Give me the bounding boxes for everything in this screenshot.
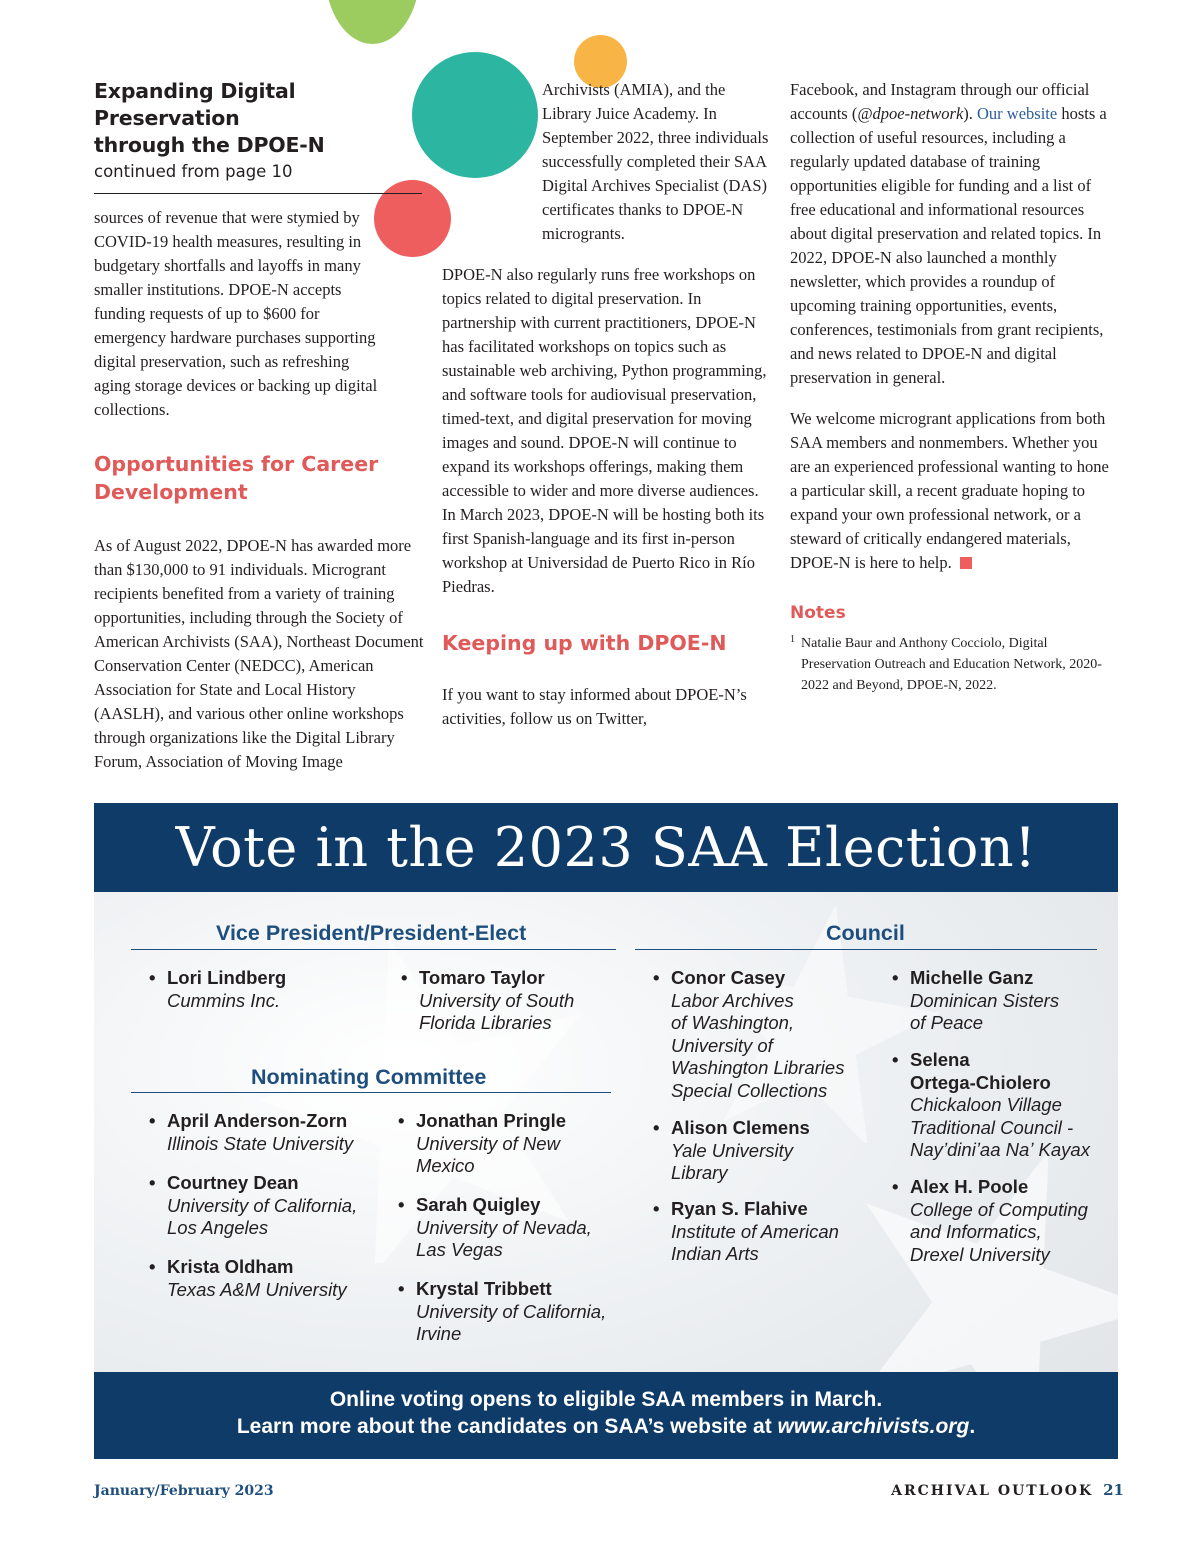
candidate-council-1 [671, 967, 876, 1102]
publication-name: ARCHIVAL OUTLOOK [891, 1483, 1094, 1499]
candidate-name: • Sarah Quigley [416, 1194, 641, 1217]
candidate-affiliation: University of South Florida Libraries [419, 989, 575, 1033]
candidate-vp-2 [419, 967, 639, 1035]
paragraph-stay-informed: If you want to stay informed about DPOE-N’s activities, follow us on Twitter, [442, 685, 747, 728]
subhead-career-development: Opportunities for Career Development [94, 452, 379, 504]
continued-from-note: continued from page 10 [94, 159, 422, 194]
candidate-nom-6 [416, 1278, 641, 1346]
candidate-name: • Alison Clemens [671, 1117, 876, 1140]
candidate-name: • April Anderson-Zorn [167, 1110, 392, 1133]
candidate-name: • Selena Ortega-Chiolero [910, 1049, 1115, 1094]
candidate-affiliation: Cummins Inc. [167, 989, 281, 1011]
candidate-affiliation: University of New Mexico [416, 1132, 560, 1176]
learn-more-text: Learn more about the candidates on SAA’s website at [236, 1415, 778, 1438]
council-section-title: Council [826, 921, 905, 945]
article-title-line-2: through the DPOE-N [94, 133, 325, 157]
paragraph-awards: As of August 2022, DPOE-N has awarded more than $130,000 to 91 individuals. Microgrant recipients benefited from a variety of training opportunities, including through the Society of American Archivists (SAA), Northeast Document Conservation Center (NEDCC), American Association for State and Local History (AASLH), and various other online workshops through organizations like the Digital Library Forum, Association of Moving Image [94, 536, 424, 771]
article-title [94, 78, 424, 159]
candidate-affiliation: Chickaloon Village Traditional Council - Nayʼdiniʼaa Naʼ Kayax [910, 1094, 1090, 1160]
paragraph-workshops: DPOE-N also regularly runs free workshops on topics related to digital preservation. In partnership with current practitioners, DPOE-N has facilitated workshops on topics such as sustainable web archiving, Python programming, and software tools for audiovisual preservation, timed-text, and digital preservation for moving images and sound. DPOE-N will continue to expand its workshops offerings, making them accessible to wider and more diverse audiences. In March 2023, DPOE-N will be hosting both its first Spanish-language and its first in-person workshop at Universidad de Puerto Rico in Río Piedras. [442, 265, 767, 596]
article-column-1 [94, 78, 424, 774]
paragraph-website [790, 78, 1120, 390]
candidate-council-6 [910, 1176, 1115, 1266]
article-title-line-1: Expanding Digital Preservation [94, 79, 296, 130]
candidate-council-4 [910, 967, 1115, 1035]
candidate-vp-1 [167, 967, 387, 1012]
notes-heading: Notes [790, 603, 846, 623]
archivists-website-link[interactable]: www.archivists.org [777, 1415, 970, 1438]
vp-section-title: Vice President/President-Elect [216, 921, 527, 945]
candidate-name: • Krista Oldham [167, 1256, 392, 1279]
article-column-3 [790, 78, 1120, 696]
candidate-affiliation: University of Nevada, Las Vegas [416, 1216, 592, 1260]
social-text-end: ). [963, 104, 973, 123]
footnote-number: 1 [790, 634, 795, 645]
candidate-affiliation: Illinois State University [167, 1132, 354, 1154]
candidate-nom-3 [167, 1256, 392, 1301]
election-footer-banner [94, 1372, 1118, 1459]
welcome-text: We welcome microgrant applications from both SAA members and nonmembers. Whether you are an experienced professional wanting to hone a particular skill, a recent graduate hoping to expand your own professional network, or a steward of critically endangered materials, DPOE-N is here to help. [790, 409, 1109, 572]
election-announcement-box [94, 803, 1118, 1459]
voting-opens-text: Online voting opens to eligible SAA members in March. [329, 1388, 883, 1411]
paragraph-das-certificates: Archivists (AMIA), and the Library Juice Academy. In September 2022, three individuals successfully completed their SAA Digital Archives Specialist (DAS) certificates thanks to DPOE-N microgrants. [542, 80, 769, 243]
candidate-name: • Ryan S. Flahive [671, 1198, 876, 1221]
learn-more-line [94, 1413, 1118, 1440]
publication-footer [891, 1481, 1124, 1499]
end-of-article-mark [960, 557, 972, 569]
footnote-1 [790, 633, 1120, 696]
candidate-affiliation: Texas A&M University [167, 1278, 347, 1300]
issue-date: January/February 2023 [94, 1483, 274, 1499]
candidate-nom-4 [416, 1110, 641, 1178]
page-number: 21 [1103, 1481, 1124, 1499]
candidate-council-5 [910, 1049, 1115, 1162]
candidate-affiliation: University of California, Irvine [416, 1300, 607, 1344]
vp-section-rule [131, 949, 616, 950]
nominating-section-title: Nominating Committee [251, 1065, 487, 1089]
candidate-name: • Jonathan Pringle [416, 1110, 641, 1133]
candidate-affiliation: Institute of American Indian Arts [671, 1220, 839, 1264]
social-text: Facebook, and Instagram through our official accounts ( [790, 80, 1090, 123]
website-link[interactable]: Our website [977, 104, 1058, 123]
council-section-rule [635, 949, 1097, 950]
candidate-affiliation: Yale University Library [671, 1139, 794, 1183]
candidate-name: • Michelle Ganz [910, 967, 1115, 990]
decorative-green-circle [325, 0, 420, 44]
article-column-2 [442, 78, 772, 731]
candidate-name: • Alex H. Poole [910, 1176, 1115, 1199]
website-description: hosts a collection of useful resources, including a regularly updated database of training opportunities eligible for funding and a list of free educational and informational resources about digital preservation and related topics. In 2022, DPOE-N also launched a monthly newsletter, which provides a roundup of upcoming training opportunities, events, conferences, testimonials from grant recipients, and news related to DPOE-N and digital preservation in general. [790, 104, 1107, 387]
footnote-text: Natalie Baur and Anthony Cocciolo, Digital Preservation Outreach and Education Network, 2020-2022 and Beyond, DPOE-N, 2022. [801, 636, 1102, 693]
candidate-name: • Krystal Tribbett [416, 1278, 641, 1301]
social-handle: @dpoe-network [857, 104, 964, 123]
candidate-affiliation: Labor Archives of Washington, University of Washington Libraries Special Collections [671, 989, 845, 1101]
candidate-nom-1 [167, 1110, 392, 1155]
candidate-name: • Lori Lindberg [167, 967, 387, 990]
candidate-council-3 [671, 1198, 876, 1266]
candidate-affiliation: College of Computing and Informatics, Drexel University [910, 1198, 1088, 1265]
paragraph-revenue: sources of revenue that were stymied by COVID-19 health measures, resulting in budgetary shortfalls and layoffs in many smaller institutions. DPOE-N accepts funding requests of up to $600 for emergency hardware purchases supporting digital preservation, such as refreshing aging storage devices or backing up digital collections. [94, 208, 378, 419]
subhead-keeping-up: Keeping up with DPOE-N [442, 631, 727, 655]
paragraph-welcome [790, 407, 1120, 575]
candidate-name: • Courtney Dean [167, 1172, 392, 1195]
candidate-affiliation: University of California, Los Angeles [167, 1194, 358, 1238]
candidate-nom-2 [167, 1172, 392, 1240]
nominating-section-rule [131, 1092, 611, 1093]
candidate-nom-5 [416, 1194, 641, 1262]
election-title: Vote in the 2023 SAA Election! [94, 803, 1118, 892]
candidate-name: • Tomaro Taylor [419, 967, 639, 990]
candidate-affiliation: Dominican Sisters of Peace [910, 989, 1060, 1033]
learn-more-period: . [969, 1415, 976, 1438]
candidate-name: • Conor Casey [671, 967, 876, 990]
candidate-council-2 [671, 1117, 876, 1185]
